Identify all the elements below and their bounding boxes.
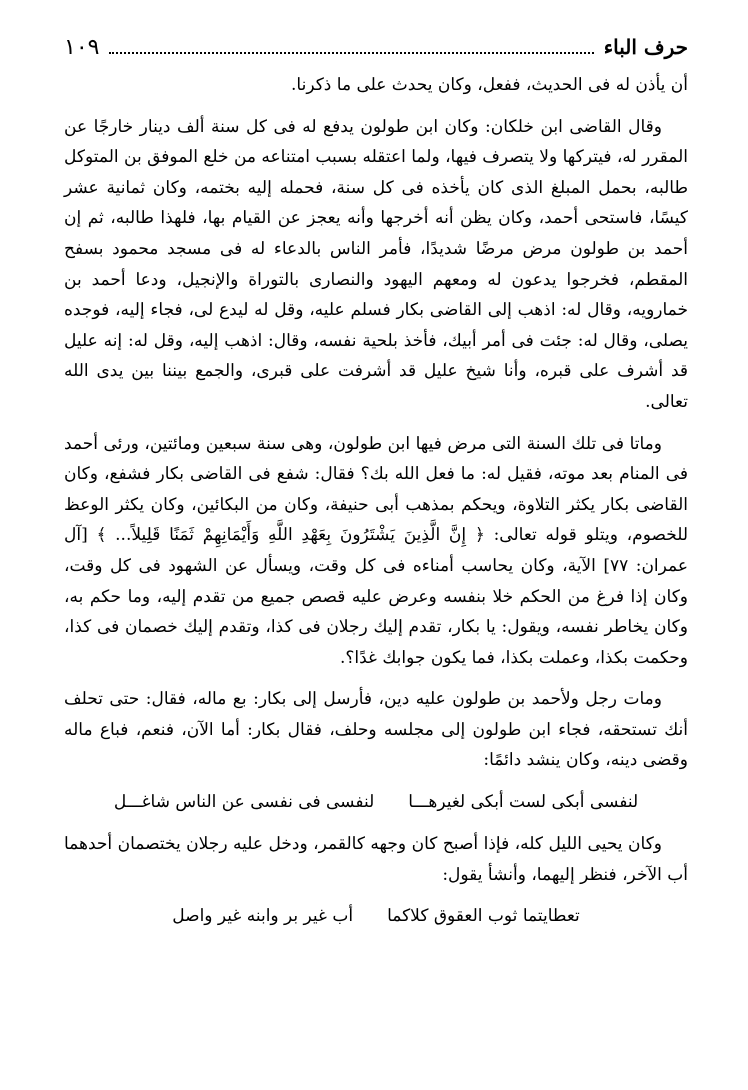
- poem-verse-2: [64, 901, 688, 931]
- poem-verse-1: [64, 787, 688, 817]
- header-leader-dots: [109, 40, 593, 54]
- paragraph-2: وقال القاضى ابن خلكان: وكان ابن طولون يدفع له فى كل سنة ألف دينار خارجًا عن المقرر له، فيتركها ولا يتصرف فيها، ولما اعتقله بسبب امتناعه من خلع الموفق بن المتوكل طالبه، بحمل المبلغ الذى كان يأخذه فى كل سنة، فحمله إليه بختمه، وكان ثمانية عشر كيسًا، فاستحى أحمد، وكان يظن أنه أخرجها وأنه يعجز عن القيام بها، فلهذا طالبه، ثم إن أحمد بن طولون مرض مرضًا شديدًا، فأمر الناس بالدعاء له فى مسجد محمود بسفح المقطم، فخرجوا يدعون له ومعهم اليهود والنصارى بالتوراة والإنجيل، ودعا أحمد بن خمارويه، وقال له: اذهب إلى القاضى بكار فسلم عليه، وقل له ليدع لى، فجاء إليه، فوجده يصلى، وقال له: جئت فى أمر أبيك، فأخذ بلحية نفسه، وقال: اذهب إليه، وقل له: إنه عليل قد أشرف على قبره، وأنا شيخ عليل قد أشرفت على قبرى، والجمع بيننا بين يدى الله تعالى.: [64, 116, 689, 412]
- verse-1-second-hemistich: لنفسى فى نفسى عن الناس شاغـــل: [113, 792, 375, 813]
- verse-1-first-hemistich: لنفسى أبكى لست أبكى لغيرهـــا: [408, 792, 639, 813]
- chapter-title: حرف الباء: [603, 35, 688, 59]
- verse-2-first-hemistich: تعطايتما ثوب العقوق كلاكما: [387, 906, 580, 927]
- paragraph-4: ومات رجل ولأحمد بن طولون عليه دين، فأرسل إلى بكار: بع ماله، فقال: حتى تحلف أنك تستحقه، فجاء ابن طولون إلى مجلسه وحلف، فقال بكار: أما الآن، فنعم، فباع ماله وقضى دينه، وكان ينشد دائمًا:: [64, 689, 688, 771]
- verse-2-second-hemistich: أب غير بر وابنه غير واصل: [172, 906, 354, 927]
- paragraph-3: وماتا فى تلك السنة التى مرض فيها ابن طولون، وهى سنة سبعين ومائتين، ورئى أحمد فى المنام بعد موته، فقيل له: ما فعل الله بك؟ فقال: شفع فى القاضى بكار فشفع، وكان القاضى بكار يكثر التلاوة، ويحكم بمذهب أبى حنيفة، وكان من البكائين، وكان يكثر الوعظ للخصوم، ويتلو قوله تعالى: ﴿ إِنَّ الَّذِينَ يَشْتَرُونَ بِعَهْدِ اللَّهِ وَأَيْمَانِهِمْ ثَمَنًا قَلِيلاً... ﴾ [آل عمران: ٧٧] الآية، وكان يحاسب أمناءه فى كل وقت، ويسأل عن الشهود فى كل وقت، وكان إذا فرغ من الحكم خلا بنفسه وعرض عليه قصص جميع من تقدم إليه، وما حكم به، وكان يخاطر نفسه، ويقول: يا بكار، تقدم إليك رجلان فى كذا، وتقدم إليك خصمان فى كذا، وحكمت بكذا، وعملت بكذا، فما يكون جوابك غدًا؟.: [64, 433, 688, 668]
- paragraph-5: وكان يحيى الليل كله، فإذا أصبح كان وجهه كالقمر، ودخل عليه رجلان يختصمان أحدهما أب الآخر، فنظر إليهما، وأنشأ يقول:: [64, 834, 688, 885]
- page-number: ١٠٩: [64, 34, 100, 60]
- running-header: [64, 30, 688, 64]
- paragraph-1: أن يأذن له فى الحديث، ففعل، وكان يحدث على ما ذكرنا.: [291, 75, 688, 95]
